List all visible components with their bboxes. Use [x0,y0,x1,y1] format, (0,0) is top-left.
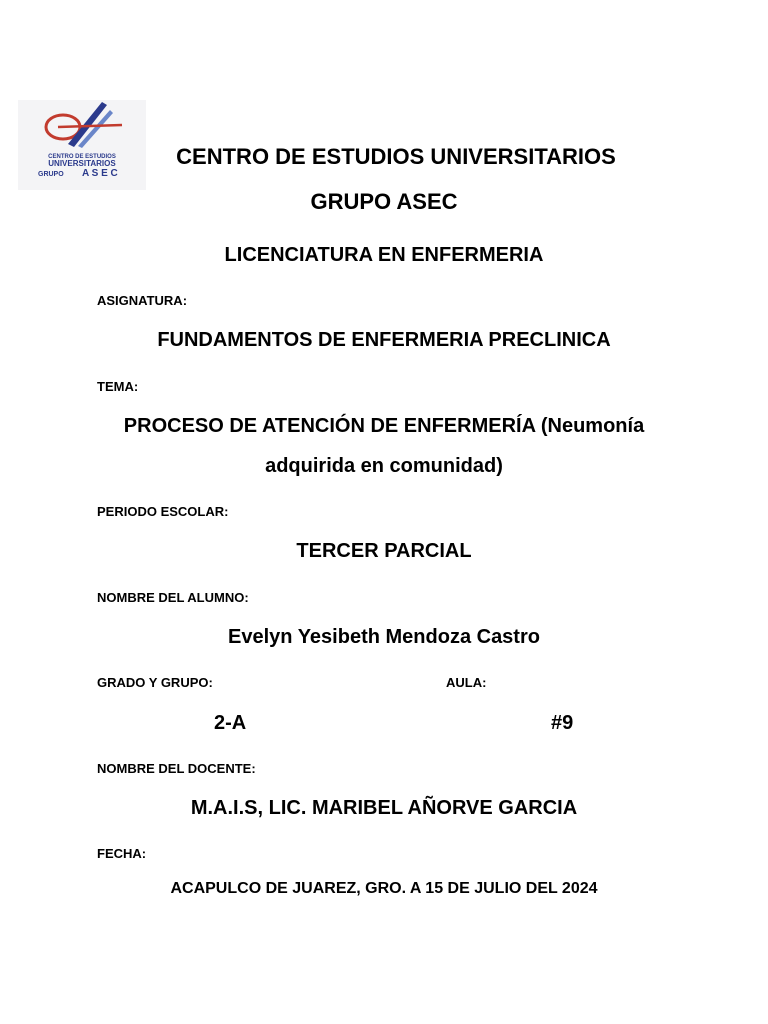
teacher-value: M.A.I.S, LIC. MARIBEL AÑORVE GARCIA [190,797,578,819]
subject-label: ASIGNATURA: [97,293,188,308]
teacher-label: NOMBRE DEL DOCENTE: [97,761,256,776]
period-label: PERIODO ESCOLAR: [97,504,229,519]
student-value: Evelyn Yesibeth Mendoza Castro [228,626,540,648]
degree-title: LICENCIATURA EN ENFERMERIA [224,244,544,266]
date-label: FECHA: [97,846,147,861]
topic-value-line1: PROCESO DE ATENCIÓN DE ENFERMERÍA (Neumonía [123,415,645,437]
logo-text-asec: A S E C [82,168,118,179]
student-label: NOMBRE DEL ALUMNO: [97,590,249,605]
period-value: TERCER PARCIAL [296,540,472,562]
institution-group: GRUPO ASEC [310,189,458,214]
subject-value: FUNDAMENTOS DE ENFERMERIA PRECLINICA [157,329,611,351]
grade-value: 2-A [214,712,247,734]
grade-label: GRADO Y GRUPO: [97,675,213,690]
logo-text-grupo: GRUPO [38,171,64,178]
logo-text-line1: CENTRO DE ESTUDIOS [48,154,116,160]
classroom-value: #9 [551,712,574,734]
classroom-label: AULA: [446,675,487,690]
logo-text-line2: UNIVERSITARIOS [48,159,116,168]
date-value: ACAPULCO DE JUAREZ, GRO. A 15 DE JULIO DEL 2024 [170,880,598,897]
topic-value-line2: adquirida en comunidad) [265,455,503,477]
topic-label: TEMA: [97,379,139,394]
institution-name: CENTRO DE ESTUDIOS UNIVERSITARIOS [176,144,616,169]
